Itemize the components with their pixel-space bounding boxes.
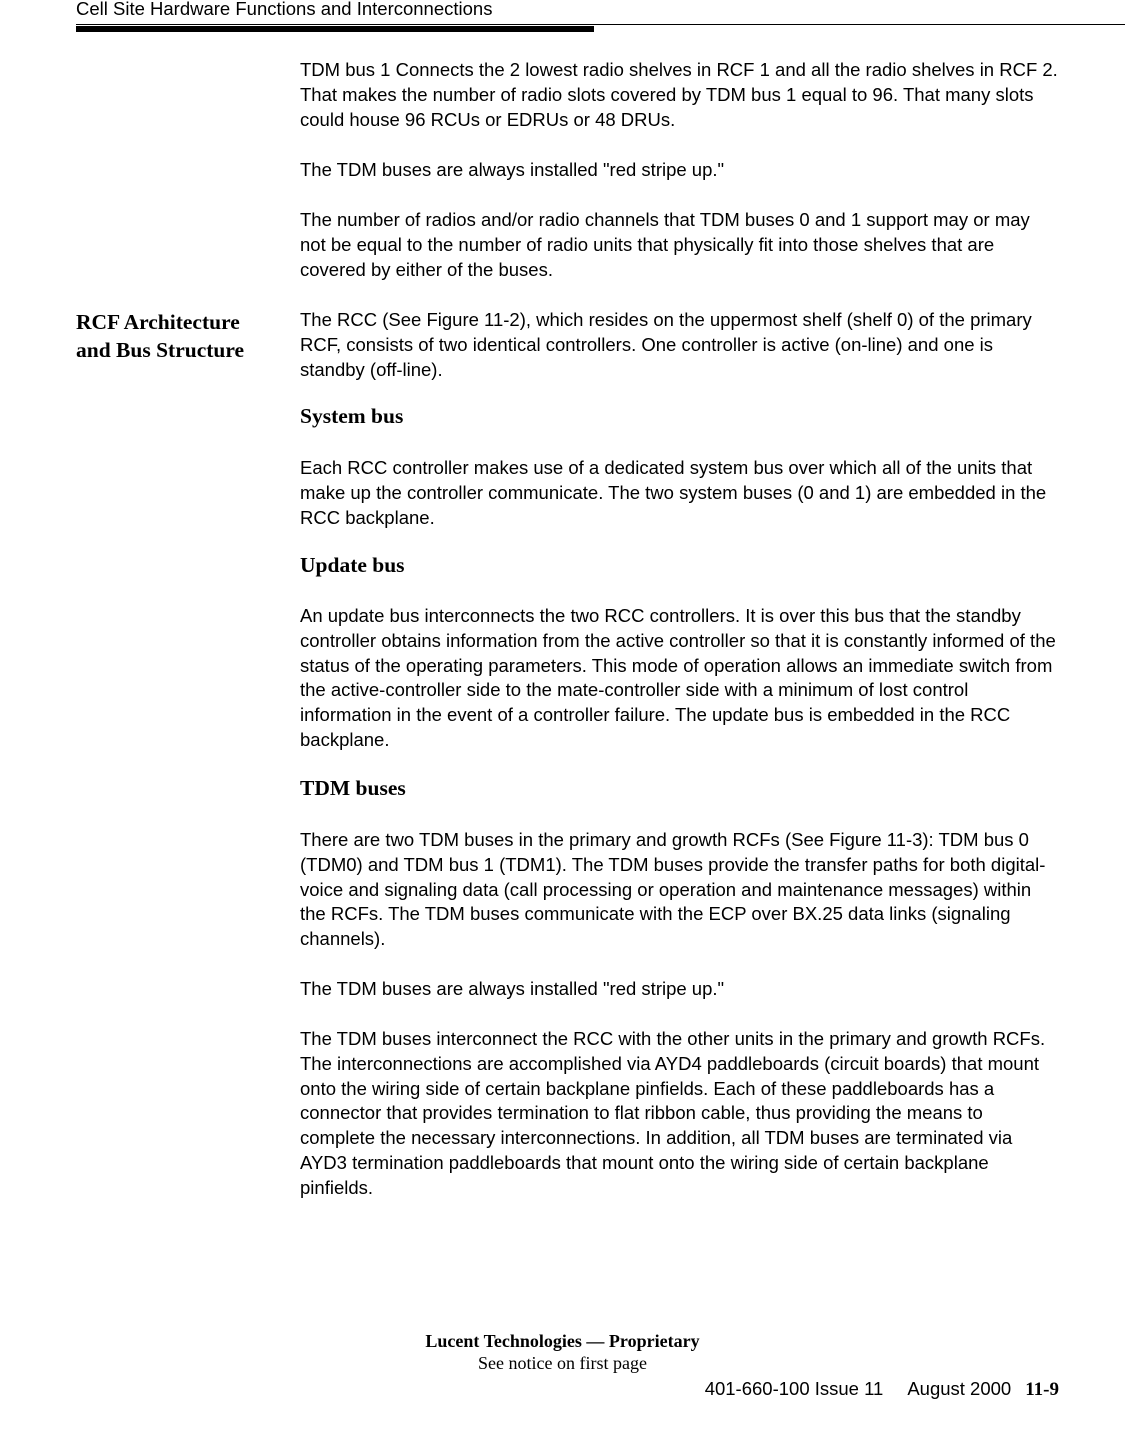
- intro-paragraph-3: The number of radios and/or radio channels that TDM buses 0 and 1 support may or may not be equal to the number of radio units that physically fit into those shelves that are covered by either of the buses.: [300, 209, 1030, 280]
- update-bus-paragraph: An update bus interconnects the two RCC controllers. It is over this bus that the standby controller obtains information from the active controller so that it is constantly informed of the status of the operating parameters. This mode of operation allows an immediate switch from the active-controller side to the mate-controller side with a minimum of lost control information in the event of a controller failure. The update bus is embedded in the RCC backplane.: [300, 605, 1056, 750]
- system-bus-heading: System bus: [300, 404, 404, 428]
- intro-paragraph-1: TDM bus 1 Connects the 2 lowest radio shelves in RCF 1 and all the radio shelves in RCF 2. That makes the number of radio slots covered by TDM bus 1 equal to 96. That many slots could house 96 RCUs or EDRUs or 48 DRUs.: [300, 59, 1058, 130]
- side-heading-line-2: and Bus Structure: [76, 338, 245, 362]
- update-bus-heading: Update bus: [300, 553, 405, 577]
- running-head: Cell Site Hardware Functions and Interconnections: [76, 0, 493, 19]
- system-bus-paragraph: Each RCC controller makes use of a dedicated system bus over which all of the units that make up the controller communicate. The two system buses (0 and 1) are embedded in the RCC backplane.: [300, 457, 1047, 528]
- tdm-buses-paragraph-1: There are two TDM buses in the primary and growth RCFs (See Figure 11-3): TDM bus 0 (TDM0) and TDM bus 1 (TDM1). The TDM buses provide the transfer paths for both digital-voice and signaling data (call processing or operation and maintenance messages) within the RCFs. The TDM buses communicate with the ECP over BX.25 data links (signaling channels).: [300, 829, 1046, 950]
- side-heading-line-1: RCF Architecture: [76, 310, 240, 334]
- side-heading: [76, 308, 291, 364]
- footer-doc-number: 401-660-100 Issue 11: [704, 1378, 884, 1399]
- section-intro-paragraph: The RCC (See Figure 11-2), which resides on the uppermost shelf (shelf 0) of the primary RCF, consists of two identical controllers. One controller is active (on-line) and one is standby (off-line).: [300, 309, 1032, 380]
- tdm-buses-paragraph-2: The TDM buses are always installed "red stripe up.": [300, 978, 725, 999]
- intro-paragraph-2: The TDM buses are always installed "red stripe up.": [300, 159, 725, 180]
- footer-company-line: Lucent Technologies — Proprietary: [425, 1331, 700, 1351]
- footer-notice: See notice on first page: [478, 1353, 647, 1373]
- tdm-buses-heading: TDM buses: [300, 776, 406, 800]
- footer-date: August 2000: [907, 1378, 1012, 1399]
- tdm-buses-paragraph-3: The TDM buses interconnect the RCC with the other units in the primary and growth RCFs. The interconnections are accomplished via AYD4 paddleboards (circuit boards) that mount onto the wiring side of certain backplane pinfields. Each of these paddleboards has a connector that provides termination to flat ribbon cable, thus providing the means to complete the necessary interconnections. In addition, all TDM buses are terminated via AYD3 termination paddleboards that mount onto the wiring side of certain backplane pinfields.: [300, 1028, 1046, 1198]
- header-rule-thick: [76, 26, 594, 32]
- footer-doc-info: [705, 1378, 1059, 1401]
- header-rule-thin: [76, 24, 1125, 25]
- page-number: 11-9: [1025, 1379, 1059, 1400]
